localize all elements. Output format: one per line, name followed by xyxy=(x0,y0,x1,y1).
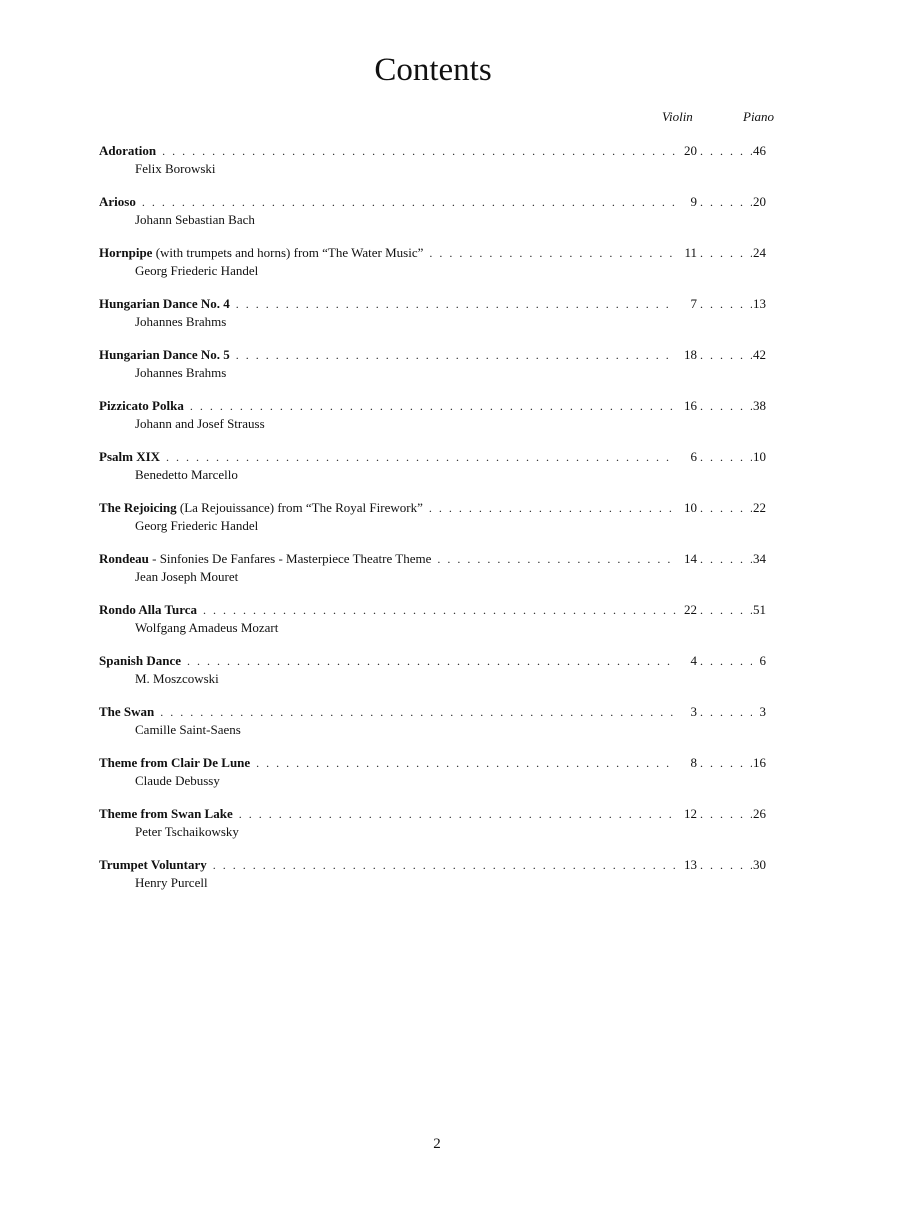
piano-page-number: 6 xyxy=(759,653,766,668)
piano-page-number: 22 xyxy=(753,500,766,515)
dot-leader xyxy=(429,500,676,517)
contents-entry xyxy=(99,499,779,550)
entry-composer: Peter Tschaikowsky xyxy=(135,824,239,839)
entry-composer: Claude Debussy xyxy=(135,773,220,788)
dot-leader xyxy=(429,245,676,262)
entry-composer: Benedetto Marcello xyxy=(135,467,238,482)
entry-heading xyxy=(99,652,187,669)
dot-leader-mid xyxy=(697,398,752,415)
entry-heading xyxy=(99,397,190,414)
piano-page-number: 10 xyxy=(753,449,766,464)
entry-composer: Georg Friederic Handel xyxy=(135,263,259,278)
entry-title: Arioso xyxy=(99,194,136,209)
dot-leader xyxy=(160,704,676,721)
entry-line xyxy=(99,601,766,619)
dot-leader xyxy=(162,143,676,160)
piano-page-number: 51 xyxy=(753,602,766,617)
entry-line xyxy=(99,703,766,721)
dot-leader-mid xyxy=(697,449,752,466)
violin-page-number: 4 xyxy=(690,653,697,668)
dot-leader xyxy=(203,602,676,619)
dot-leader xyxy=(166,449,676,466)
entry-composer: Johannes Brahms xyxy=(135,314,227,329)
entry-composer: Felix Borowski xyxy=(135,161,216,176)
entry-title: Rondo Alla Turca xyxy=(99,602,198,617)
entry-composer: Jean Joseph Mouret xyxy=(135,569,239,584)
dot-leader xyxy=(236,347,676,364)
dot-leader xyxy=(142,194,676,211)
violin-page-number: 3 xyxy=(690,704,697,719)
contents-entry xyxy=(99,346,779,397)
dot-leader-mid xyxy=(697,551,752,568)
dot-leader-mid xyxy=(697,194,752,211)
column-header-violin: Violin xyxy=(662,109,693,124)
entry-subtitle: - Sinfonies De Fanfares - Masterpiece Theatre Theme xyxy=(148,551,432,566)
dot-leader-mid xyxy=(697,347,752,364)
entry-title: Hungarian Dance No. 5 xyxy=(99,347,230,362)
entry-line xyxy=(99,142,766,160)
contents-entry xyxy=(99,244,779,295)
dot-leader-mid xyxy=(697,143,752,160)
contents-list xyxy=(99,142,779,907)
entry-title: Pizzicato Polka xyxy=(99,398,184,413)
contents-entry xyxy=(99,397,779,448)
dot-leader xyxy=(213,857,676,874)
entry-title: Psalm XIX xyxy=(99,449,161,464)
entry-line xyxy=(99,856,766,874)
entry-title: Hungarian Dance No. 4 xyxy=(99,296,230,311)
dot-leader-mid xyxy=(697,806,752,823)
entry-line xyxy=(99,754,766,772)
dot-leader xyxy=(187,653,676,670)
entry-composer: Wolfgang Amadeus Mozart xyxy=(135,620,279,635)
violin-page-number: 9 xyxy=(690,194,697,209)
contents-entry xyxy=(99,703,779,754)
contents-entry xyxy=(99,142,779,193)
violin-page-number: 18 xyxy=(684,347,697,362)
entry-line xyxy=(99,805,766,823)
dot-leader xyxy=(437,551,676,568)
entry-composer: Johann Sebastian Bach xyxy=(135,212,255,227)
violin-page-number: 11 xyxy=(684,245,697,260)
contents-entry xyxy=(99,856,779,907)
dot-leader xyxy=(256,755,676,772)
violin-page-number: 6 xyxy=(690,449,697,464)
dot-leader-mid xyxy=(697,857,752,874)
dot-leader xyxy=(190,398,676,415)
entry-title: Spanish Dance xyxy=(99,653,181,668)
violin-page-number: 7 xyxy=(690,296,697,311)
entry-heading xyxy=(99,499,429,516)
entry-heading xyxy=(99,295,236,312)
entry-line xyxy=(99,397,766,415)
piano-page-number: 42 xyxy=(753,347,766,362)
piano-page-number: 20 xyxy=(753,194,766,209)
contents-entry xyxy=(99,601,779,652)
entry-subtitle: (with trumpets and horns) from “The Water Music” xyxy=(152,245,424,260)
piano-page-number: 34 xyxy=(753,551,766,566)
dot-leader-mid xyxy=(697,500,752,517)
entry-line xyxy=(99,193,766,211)
contents-entry xyxy=(99,295,779,346)
piano-page-number: 26 xyxy=(753,806,766,821)
entry-line xyxy=(99,550,766,568)
entry-line xyxy=(99,244,766,262)
contents-entry xyxy=(99,550,779,601)
entry-heading xyxy=(99,550,437,567)
entry-title: Hornpipe xyxy=(99,245,153,260)
entry-heading xyxy=(99,193,142,210)
contents-entry xyxy=(99,448,779,499)
violin-page-number: 13 xyxy=(684,857,697,872)
entry-heading xyxy=(99,142,162,159)
entry-composer: Johann and Josef Strauss xyxy=(135,416,265,431)
violin-page-number: 22 xyxy=(684,602,697,617)
entry-heading xyxy=(99,703,160,720)
dot-leader-mid xyxy=(697,602,752,619)
dot-leader xyxy=(236,296,676,313)
entry-heading xyxy=(99,601,203,618)
violin-page-number: 20 xyxy=(684,143,697,158)
entry-title: Rondeau xyxy=(99,551,149,566)
entry-composer: M. Moszcowski xyxy=(135,671,219,686)
dot-leader-mid xyxy=(697,296,752,313)
piano-page-number: 24 xyxy=(753,245,766,260)
violin-page-number: 10 xyxy=(684,500,697,515)
entry-heading xyxy=(99,805,239,822)
entry-heading xyxy=(99,856,213,873)
column-header-piano: Piano xyxy=(743,109,775,124)
entry-line xyxy=(99,346,766,364)
entry-heading xyxy=(99,244,429,261)
contents-entry xyxy=(99,754,779,805)
violin-page-number: 8 xyxy=(690,755,697,770)
violin-page-number: 12 xyxy=(684,806,697,821)
entry-subtitle: (La Rejouissance) from “The Royal Firework” xyxy=(176,500,423,515)
violin-page-number: 14 xyxy=(684,551,697,566)
piano-page-number: 13 xyxy=(753,296,766,311)
entry-heading xyxy=(99,346,236,363)
piano-page-number: 16 xyxy=(753,755,766,770)
entry-composer: Camille Saint-Saens xyxy=(135,722,241,737)
entry-title: The Rejoicing xyxy=(99,500,177,515)
dot-leader-mid xyxy=(697,653,752,670)
entry-line xyxy=(99,652,766,670)
piano-page-number: 46 xyxy=(753,143,766,158)
entry-composer: Henry Purcell xyxy=(135,875,208,890)
entry-line xyxy=(99,448,766,466)
dot-leader-mid xyxy=(697,245,752,262)
dot-leader-mid xyxy=(697,704,752,721)
contents-entry xyxy=(99,193,779,244)
page-number: 2 xyxy=(433,1136,441,1152)
page-title: Contents xyxy=(374,52,492,88)
entry-title: Trumpet Voluntary xyxy=(99,857,207,872)
violin-page-number: 16 xyxy=(684,398,697,413)
piano-page-number: 38 xyxy=(753,398,766,413)
contents-entry xyxy=(99,805,779,856)
entry-title: Theme from Swan Lake xyxy=(99,806,233,821)
dot-leader xyxy=(239,806,676,823)
piano-page-number: 3 xyxy=(759,704,766,719)
entry-title: Theme from Clair De Lune xyxy=(99,755,251,770)
entry-title: Adoration xyxy=(99,143,157,158)
dot-leader-mid xyxy=(697,755,752,772)
entry-title: The Swan xyxy=(99,704,155,719)
piano-page-number: 30 xyxy=(753,857,766,872)
contents-entry xyxy=(99,652,779,703)
entry-composer: Johannes Brahms xyxy=(135,365,227,380)
entry-heading xyxy=(99,448,166,465)
entry-line xyxy=(99,295,766,313)
entry-line xyxy=(99,499,766,517)
entry-heading xyxy=(99,754,256,771)
entry-composer: Georg Friederic Handel xyxy=(135,518,259,533)
